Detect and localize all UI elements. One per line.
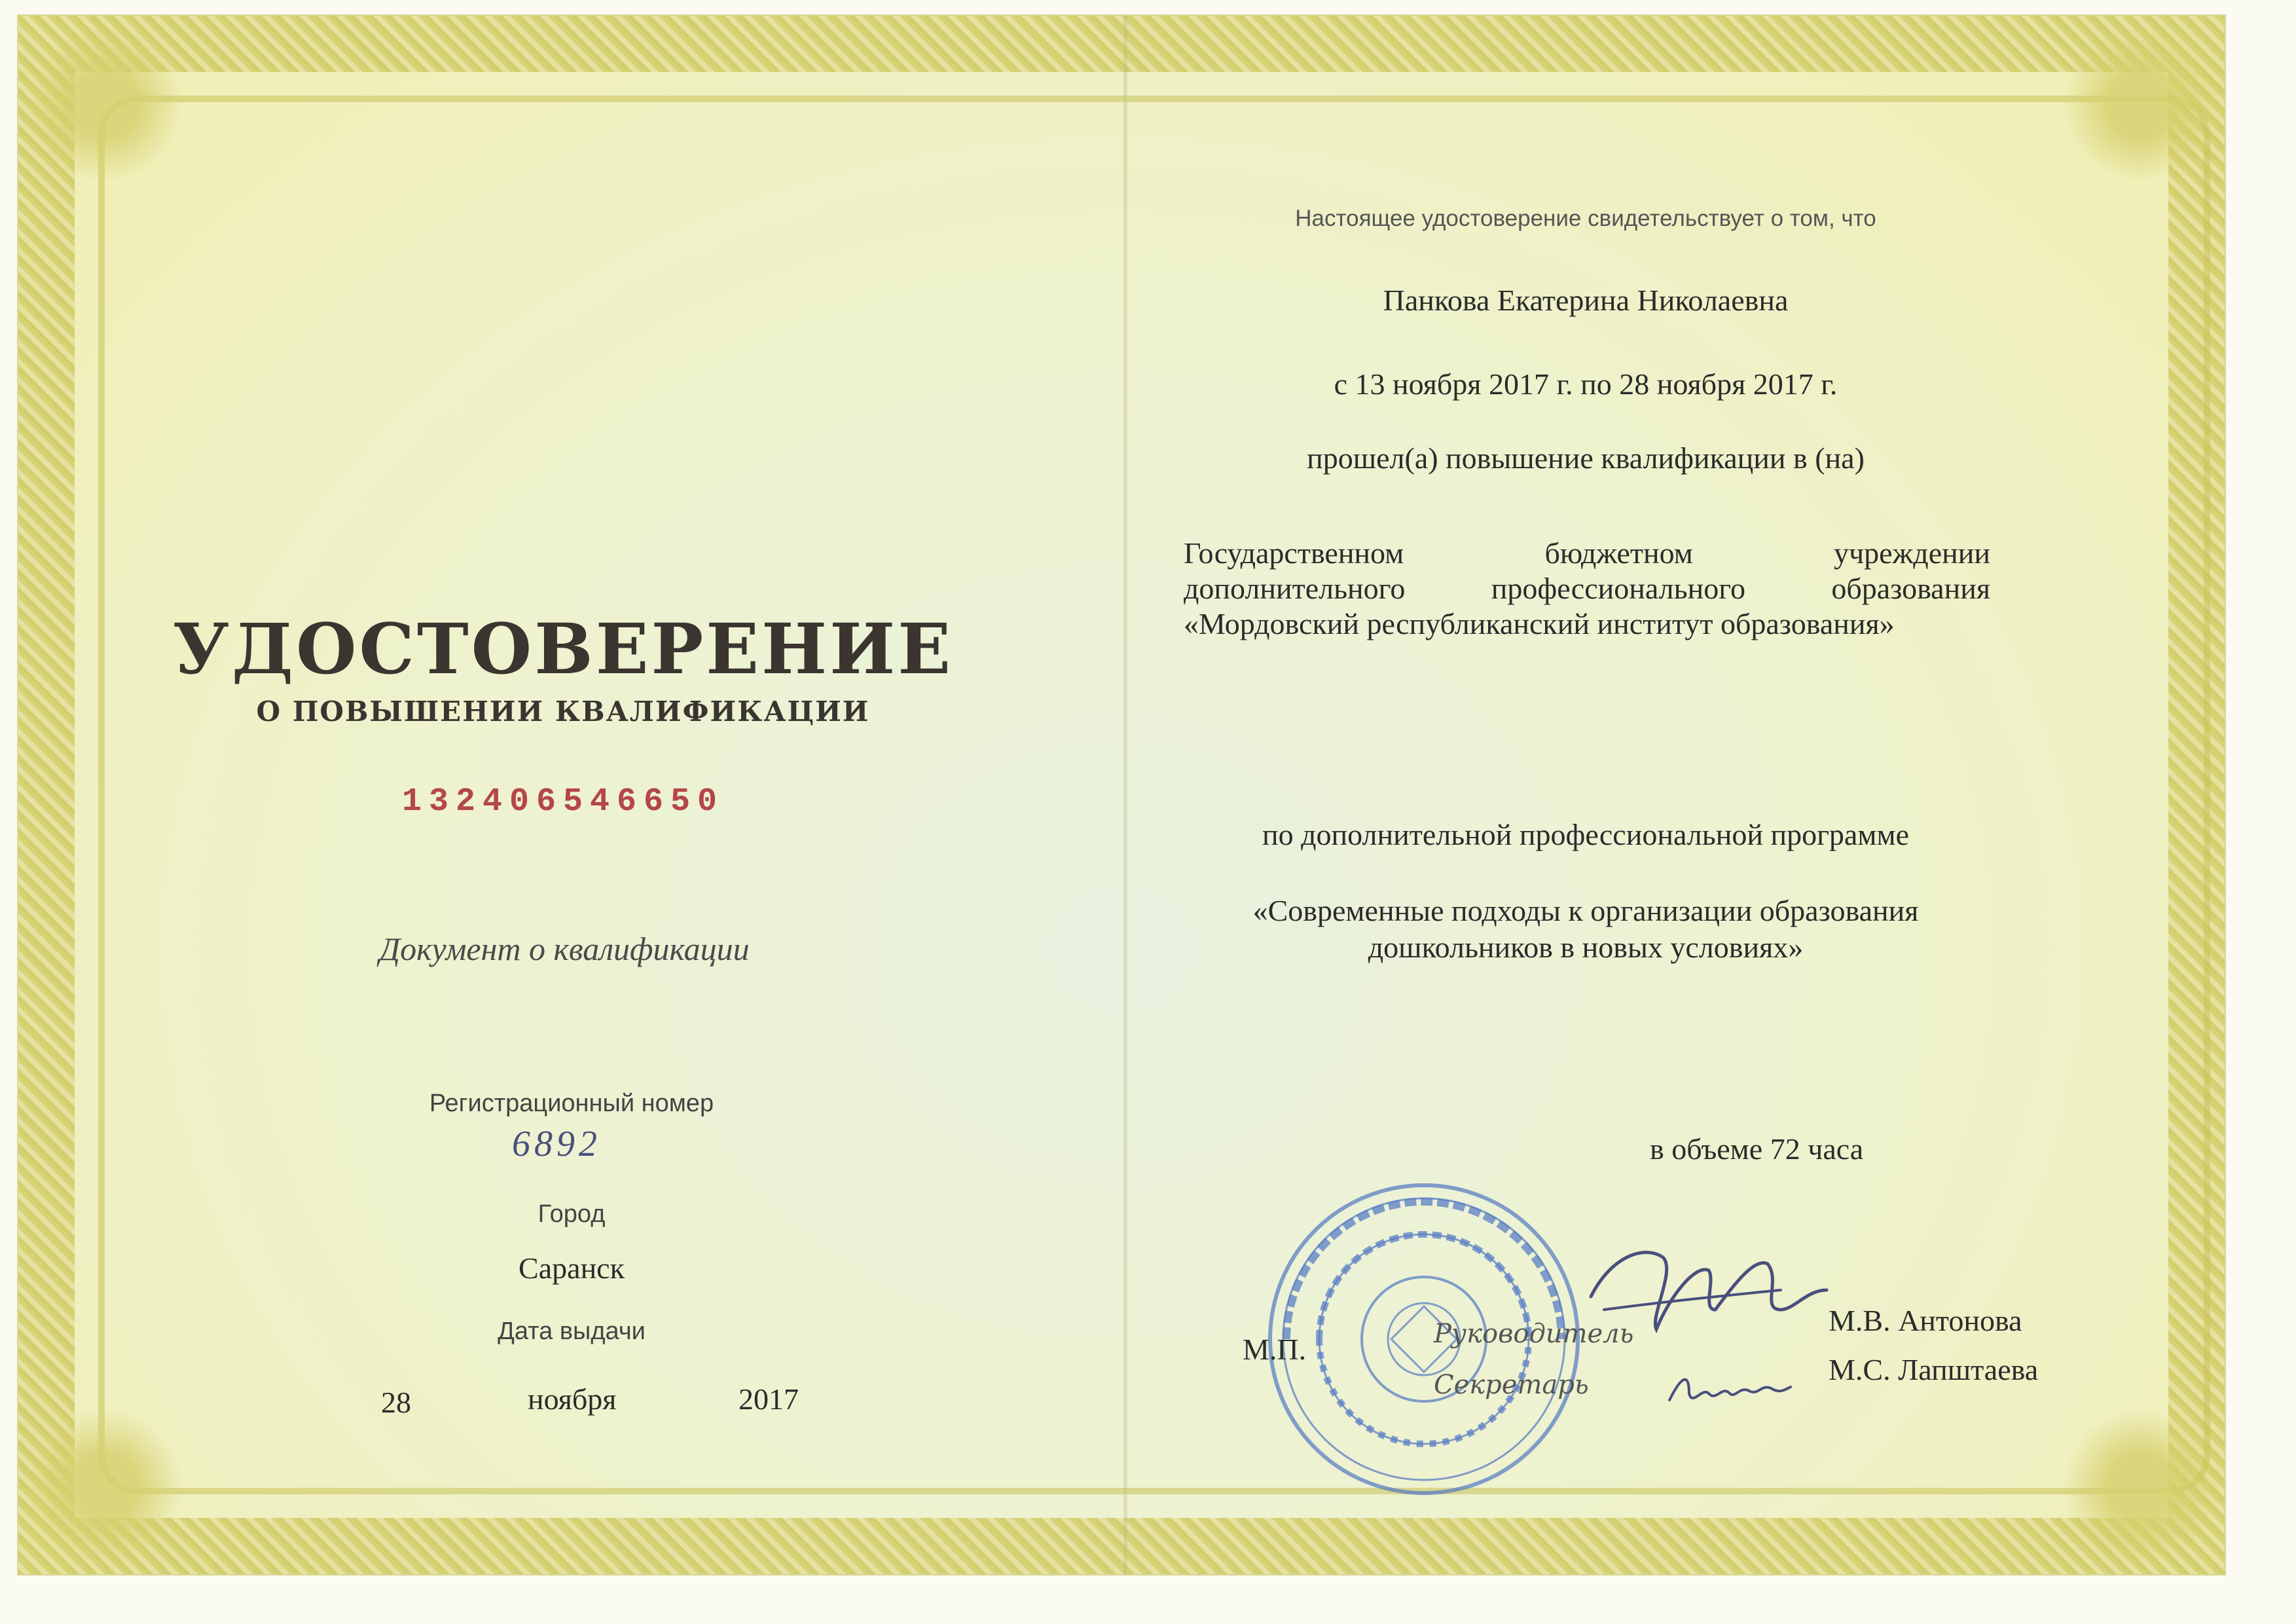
head-signature-icon — [1584, 1218, 1833, 1349]
document-type: Документ о квалификации — [379, 931, 750, 967]
course-volume: в объеме 72 часа — [1650, 1132, 1864, 1166]
head-role-label: Руководитель — [1434, 1319, 1634, 1349]
city-value: Саранск — [519, 1251, 625, 1285]
issue-day: 28 — [381, 1386, 411, 1419]
corner-ornament-icon — [2062, 1408, 2219, 1565]
program-title-line-1: «Современные подходы к организации образования — [1252, 894, 1919, 927]
serial-number: 132406546650 — [401, 783, 725, 821]
document-title: УДОСТОВЕРЕНИЕ — [172, 608, 954, 690]
holder-name: Панкова Екатерина Николаевна — [1383, 284, 1789, 317]
corner-ornament-icon — [2062, 26, 2219, 183]
program-title-line-2: дошкольников в новых условиях» — [1368, 931, 1804, 964]
institution-line-2 — [1184, 571, 1990, 606]
institution-line-3: «Мордовский республиканский институт образования» — [1184, 607, 1895, 640]
program-intro: по дополнительной профессиональной программе — [1262, 818, 1909, 851]
page-fold-line — [1123, 16, 1128, 1574]
corner-ornament-icon — [26, 26, 183, 183]
corner-ornament-icon — [26, 1408, 183, 1565]
institution-word: бюджетном — [1544, 536, 1693, 570]
registration-number-label: Регистрационный номер — [429, 1090, 714, 1117]
head-name: М.В. Антонова — [1829, 1304, 2022, 1337]
institution-word: дополнительного — [1184, 572, 1406, 605]
document-subtitle: О ПОВЫШЕНИИ КВАЛИФИКАЦИИ — [256, 695, 870, 728]
institution-word: Государственном — [1184, 536, 1404, 570]
secretary-role-label: Секретарь — [1434, 1370, 1589, 1400]
institution-word: профессионального — [1491, 572, 1745, 605]
seal-place-label: М.П. — [1243, 1333, 1307, 1366]
issue-year: 2017 — [738, 1382, 799, 1416]
institution-line-1 — [1184, 536, 1990, 570]
registration-number: 6892 — [512, 1124, 601, 1164]
institution-word: учреждении — [1833, 536, 1990, 570]
issue-date-label: Дата выдачи — [498, 1318, 646, 1345]
city-label: Город — [538, 1200, 606, 1228]
secretary-name: М.С. Лапштаева — [1829, 1353, 2039, 1386]
secretary-signature-icon — [1663, 1361, 1794, 1420]
training-period: с 13 ноября 2017 г. по 28 ноября 2017 г. — [1334, 367, 1838, 401]
completion-statement: прошел(а) повышение квалификации в (на) — [1307, 441, 1865, 475]
institution-word: образования — [1831, 572, 1990, 605]
intro-text: Настоящее удостоверение свидетельствует о том, что — [1295, 206, 1876, 231]
issue-month: ноября — [528, 1382, 617, 1416]
